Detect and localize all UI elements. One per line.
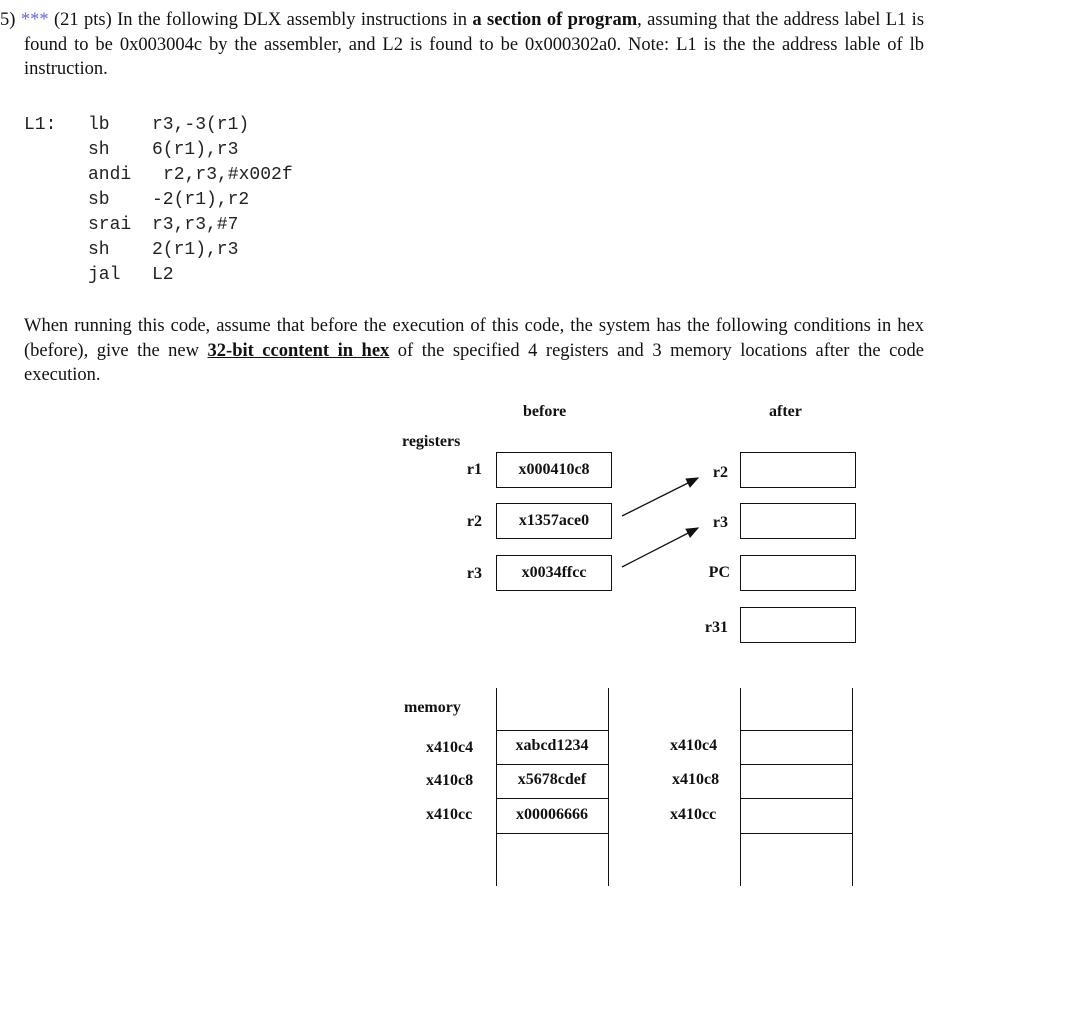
mem-before-addr: x410cc [426, 806, 473, 823]
mem-before-divider [496, 730, 609, 731]
mem-after-divider [740, 798, 853, 799]
after-reg-name: PC [708, 564, 730, 581]
memory-label: memory [404, 699, 461, 716]
arrow-r3 [622, 528, 698, 567]
before-reg-name: r2 [466, 513, 482, 530]
code-operands: 2(r1),r3 [152, 240, 239, 260]
mem-after-cell[interactable] [741, 732, 851, 763]
mem-after-addr: x410c8 [672, 771, 720, 788]
code-label: L1: [24, 115, 57, 135]
code-opcode: andi [88, 165, 132, 185]
question-number: 5) [0, 10, 16, 30]
instructions-text-a: When running this code, assume that before the execution of this code, the system has the following conditions in hex (before), give the new [24, 316, 924, 361]
instructions-emphasis: 32-bit ccontent in hex [207, 340, 390, 361]
question-text-a: In the following DLX assembly instructions in [117, 10, 473, 30]
code-opcode: srai [88, 215, 132, 235]
after-reg-box[interactable] [740, 452, 856, 488]
question-points: (21 pts) [53, 10, 112, 30]
mem-before-addr: x410c8 [426, 772, 474, 789]
instructions-text-c: of the specified 4 registers and 3 memory locations after the code execution. [24, 340, 924, 385]
mem-before-divider [496, 764, 609, 765]
before-reg-value: x000410c8 [496, 452, 612, 488]
code-opcode: lb [88, 115, 110, 135]
arrow-r2 [622, 478, 698, 516]
question-text-c: , assuming that the address label L1 is found to be 0x003004c by the assembler, and L2 is found to be 0x000302a0. Note: L1 is the the address lable of lb instruction. [24, 10, 925, 79]
registers-label: registers [402, 433, 461, 450]
code-opcode: sh [88, 240, 110, 260]
code-opcode: jal [88, 265, 121, 285]
mem-before-divider [496, 833, 609, 834]
mem-after-addr: x410cc [670, 806, 717, 823]
mem-before-divider [496, 798, 609, 799]
mem-before-right-edge [608, 688, 609, 886]
mem-before-value: x00006666 [516, 806, 588, 823]
code-opcode: sb [88, 190, 110, 210]
mem-after-divider [740, 730, 853, 731]
mem-after-divider [740, 764, 853, 765]
before-reg-name: r1 [466, 461, 482, 478]
code-opcode: sh [88, 140, 110, 160]
question-text-bold: a section of program [472, 10, 638, 30]
after-reg-name: r3 [712, 514, 728, 531]
after-reg-name: r31 [704, 619, 728, 636]
before-reg-name: r3 [466, 565, 482, 582]
mem-before-addr: x410c4 [426, 739, 474, 756]
code-operands: L2 [152, 265, 174, 285]
mem-before-value: xabcd1234 [515, 737, 589, 754]
code-operands: r2,r3,#x002f [163, 165, 293, 185]
question-stars: *** [20, 10, 49, 30]
mem-after-divider [740, 833, 853, 834]
code-operands: r3,-3(r1) [152, 115, 250, 135]
after-reg-box[interactable] [740, 555, 856, 591]
after-reg-name: r2 [712, 464, 728, 481]
code-operands: 6(r1),r3 [152, 140, 239, 160]
before-reg-value: x1357ace0 [496, 503, 612, 539]
before-header: before [523, 403, 567, 420]
before-reg-value: x0034ffcc [496, 555, 612, 591]
mem-after-right-edge [852, 688, 853, 886]
after-reg-box[interactable] [740, 503, 856, 539]
after-reg-box[interactable] [740, 607, 856, 643]
mem-after-addr: x410c4 [670, 737, 718, 754]
mem-after-cell[interactable] [741, 800, 851, 832]
mem-before-value: x5678cdef [517, 771, 587, 788]
mem-after-cell[interactable] [741, 766, 851, 797]
code-operands: -2(r1),r2 [152, 190, 250, 210]
after-header: after [769, 403, 802, 420]
code-operands: r3,r3,#7 [152, 215, 239, 235]
